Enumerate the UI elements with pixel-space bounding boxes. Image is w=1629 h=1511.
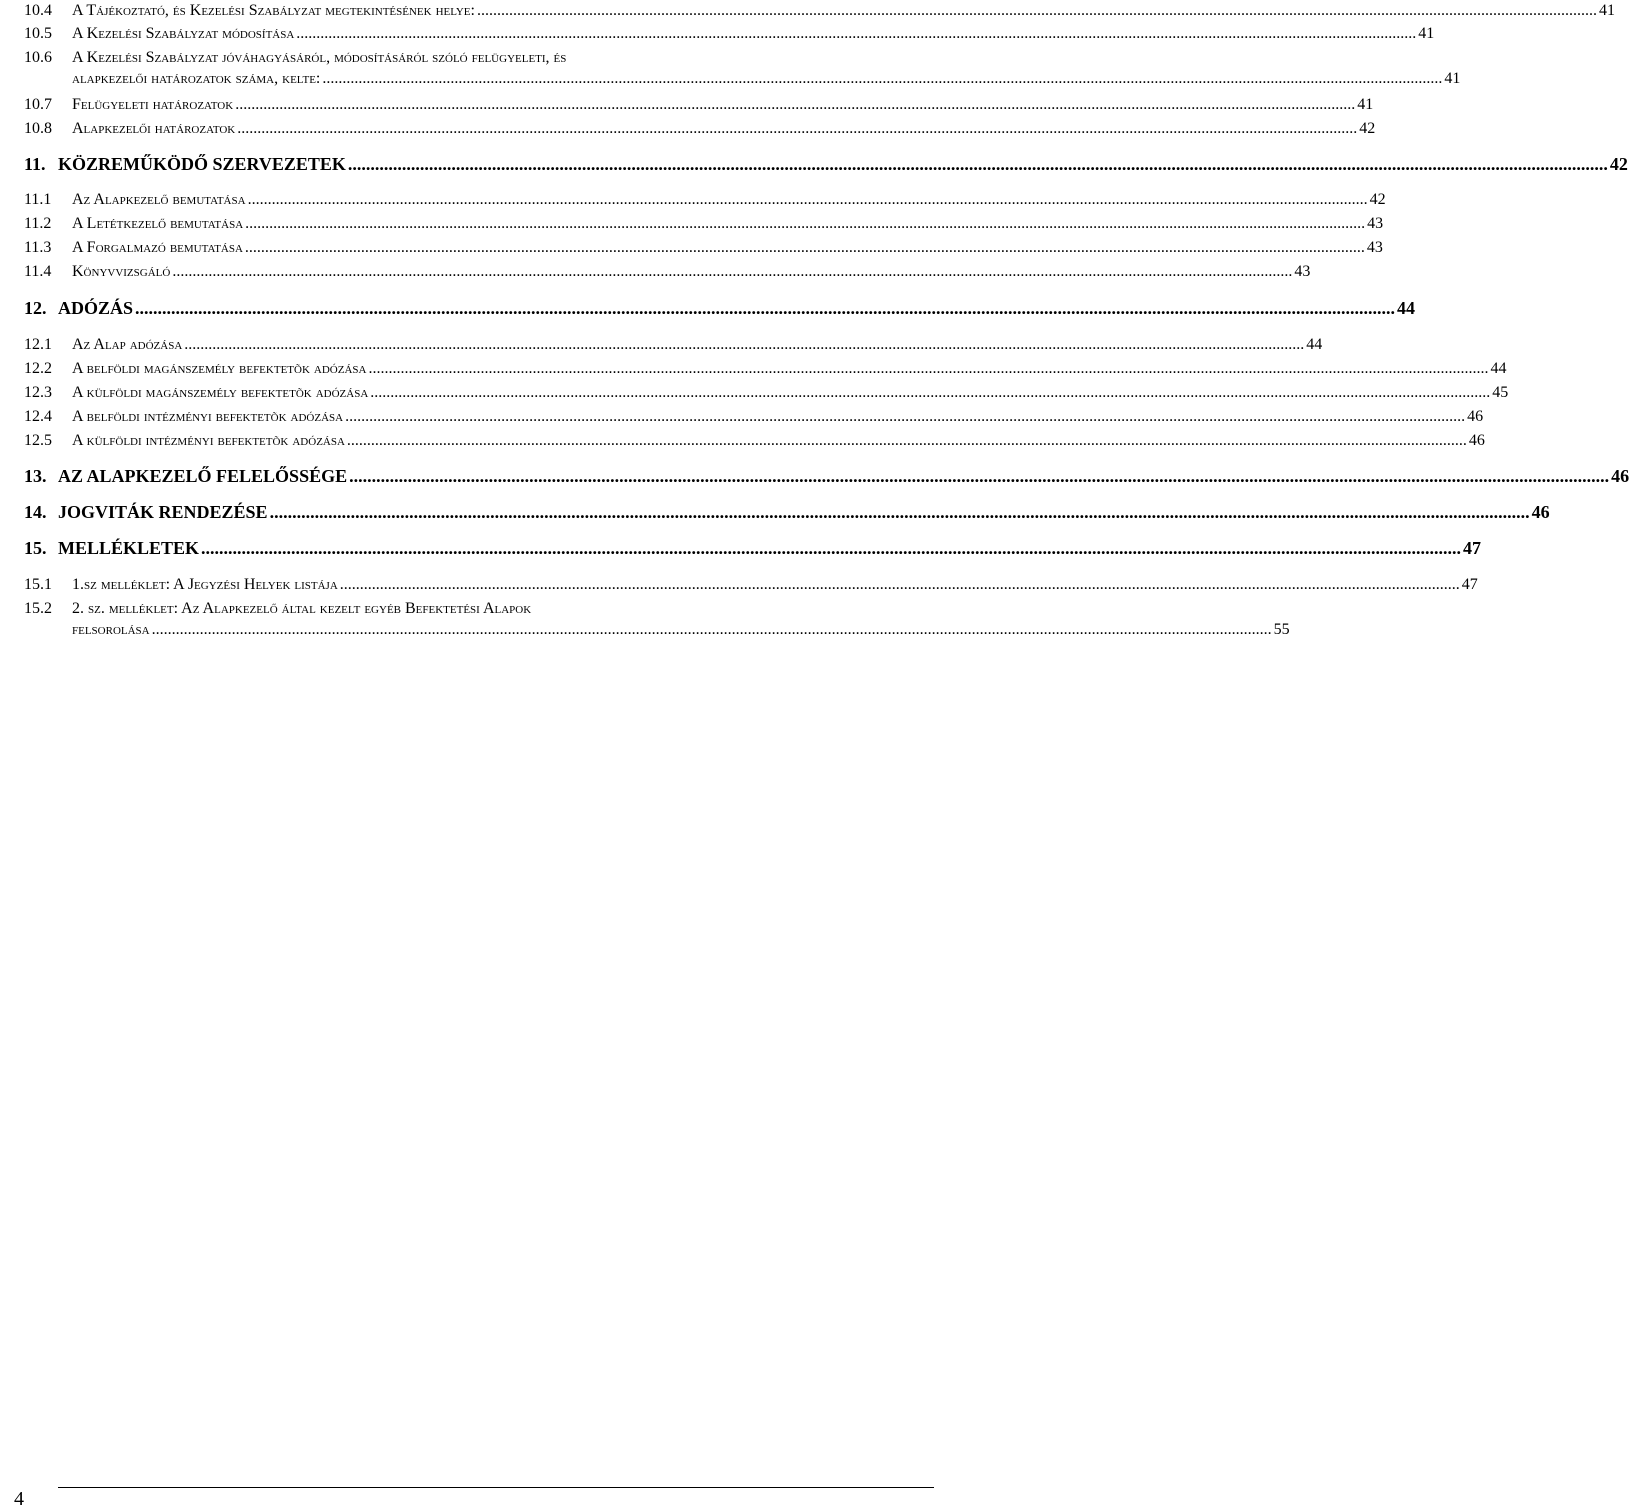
- toc-leader: [235, 96, 1355, 114]
- toc-page: 44: [1306, 336, 1323, 353]
- toc-title: A Kezelési Szabályzat módosítása: [72, 25, 295, 42]
- toc-number: 12.5: [24, 432, 52, 449]
- toc-title: A Kezelési Szabályzat jóváhagyásáról, módosításáról szóló felügyeleti, és: [72, 49, 567, 66]
- toc-page: 41: [1444, 70, 1461, 87]
- toc-entry-14[interactable]: [24, 502, 1550, 523]
- toc-page: 42: [1369, 191, 1386, 208]
- toc-title: A Letétkezelő bemutatása: [72, 215, 244, 232]
- toc-page: 41: [1598, 2, 1615, 19]
- toc-page: 44: [1490, 360, 1507, 377]
- toc-number: 15.1: [24, 576, 52, 593]
- toc-page: 42: [1359, 120, 1376, 137]
- toc-number: 11.2: [24, 215, 52, 232]
- toc-entry-12-2[interactable]: [24, 360, 1507, 378]
- toc-entry-11[interactable]: [24, 154, 1628, 175]
- toc-number: 11.4: [24, 263, 52, 280]
- toc-number: 10.7: [24, 96, 52, 113]
- toc-number: 12.4: [24, 408, 52, 425]
- footer-page-number: 4: [14, 1488, 24, 1510]
- toc-leader: [345, 408, 1465, 426]
- toc-title: A belföldi magánszemély befektetõk adózása: [72, 360, 367, 377]
- toc-leader: [237, 120, 1357, 138]
- toc-leader: [347, 432, 1467, 450]
- toc-number: 12.1: [24, 336, 52, 353]
- toc-title-continuation: felsorolása: [72, 621, 150, 638]
- toc-number: 14.: [24, 502, 47, 522]
- toc-number: 10.8: [24, 120, 52, 137]
- toc-title: A külföldi intézményi befektetõk adózása: [72, 432, 345, 449]
- toc-page: 43: [1367, 215, 1384, 232]
- toc-entry-11-3[interactable]: [24, 239, 1383, 257]
- toc-title: 1.sz melléklet: A Jegyzési Helyek listája: [72, 576, 338, 593]
- toc-number: 13.: [24, 466, 47, 486]
- toc-number: 12.: [24, 298, 47, 318]
- toc-number: 15.: [24, 538, 47, 558]
- toc-page: 42: [1609, 154, 1628, 174]
- toc-page: 46: [1468, 432, 1485, 449]
- toc-title: A belföldi intézményi befektetõk adózása: [72, 408, 344, 425]
- toc-leader: [245, 215, 1365, 233]
- toc-entry-12[interactable]: [24, 298, 1416, 319]
- toc-leader: [172, 263, 1292, 281]
- toc-page: 55: [1273, 621, 1290, 638]
- toc-entry-12-4[interactable]: [24, 408, 1484, 426]
- toc-entry-10-6[interactable]: [24, 49, 1461, 88]
- toc-entry-10-7[interactable]: [24, 96, 1374, 114]
- toc-title: Alapkezelői határozatok: [72, 120, 236, 137]
- toc-title: KÖZREMŰKÖDŐ SZERVEZETEK: [58, 154, 346, 174]
- toc-leader: [248, 191, 1368, 209]
- toc-entry-12-1[interactable]: [24, 336, 1323, 354]
- toc-number: 10.5: [24, 25, 52, 42]
- toc-leader: [477, 2, 1597, 20]
- toc-number: 11.3: [24, 239, 52, 256]
- toc-entry-15-1[interactable]: [24, 576, 1478, 594]
- toc-page: 46: [1531, 502, 1550, 522]
- toc-number: 10.6: [24, 49, 52, 66]
- toc-page: 47: [1463, 538, 1482, 558]
- toc-number: 11.1: [24, 191, 52, 208]
- toc-number: 10.4: [24, 2, 52, 19]
- toc-leader: [349, 466, 1609, 487]
- toc-number: 12.3: [24, 384, 52, 401]
- toc-number: 11.: [24, 154, 46, 174]
- toc-leader: [368, 360, 1488, 378]
- toc-number: 15.2: [24, 600, 52, 617]
- toc-page: 43: [1294, 263, 1311, 280]
- toc-entry-11-1[interactable]: [24, 191, 1386, 209]
- toc-leader: [270, 502, 1530, 523]
- toc-page: 43: [1366, 239, 1383, 256]
- toc-page: 46: [1467, 408, 1484, 425]
- toc-leader: [135, 298, 1395, 319]
- toc-title: MELLÉKLETEK: [58, 538, 200, 558]
- toc-leader: [245, 239, 1365, 257]
- toc-title: Az Alap adózása: [72, 336, 183, 353]
- toc-leader: [348, 154, 1608, 175]
- toc-title: ADÓZÁS: [58, 298, 134, 318]
- toc-leader: [184, 336, 1304, 354]
- toc-leader: [296, 25, 1416, 43]
- toc-entry-12-3[interactable]: [24, 384, 1509, 402]
- toc-leader: [340, 576, 1460, 594]
- toc-leader: [152, 621, 1272, 639]
- toc-page: 41: [1418, 25, 1435, 42]
- toc-page: 46: [1611, 466, 1629, 486]
- toc-page: 45: [1492, 384, 1509, 401]
- toc-title: A külföldi magánszemély befektetõk adózása: [72, 384, 369, 401]
- toc-page: 47: [1461, 576, 1478, 593]
- toc-title: Könyvvizsgáló: [72, 263, 171, 280]
- toc-title: 2. sz. melléklet: Az Alapkezelő által kezelt egyéb Befektetési Alapok: [72, 600, 532, 617]
- toc-title: A Forgalmazó bemutatása: [72, 239, 243, 256]
- toc-title: AZ ALAPKEZELŐ FELELŐSSÉGE: [58, 466, 348, 486]
- toc-title: JOGVITÁK RENDEZÉSE: [58, 502, 268, 522]
- toc-entry-15-2[interactable]: [24, 600, 1290, 639]
- toc-entry-13[interactable]: [24, 466, 1629, 487]
- footer-divider: [58, 1487, 934, 1488]
- toc-title: A Tájékoztató, és Kezelési Szabályzat megtekintésének helye:: [72, 2, 475, 19]
- toc-entry-10-4[interactable]: [24, 2, 1615, 20]
- toc-title-continuation: alapkezelői határozatok száma, kelte:: [72, 70, 321, 87]
- toc-entry-12-5[interactable]: [24, 432, 1485, 450]
- toc-entry-10-5[interactable]: [24, 25, 1435, 43]
- toc-title: Felügyeleti határozatok: [72, 96, 234, 113]
- toc-title: Az Alapkezelő bemutatása: [72, 191, 246, 208]
- toc-leader: [370, 384, 1490, 402]
- toc-page: 44: [1397, 298, 1416, 318]
- toc-entry-15[interactable]: [24, 538, 1482, 559]
- toc-leader: [322, 70, 1442, 88]
- toc-entry-11-4[interactable]: [24, 263, 1311, 281]
- toc-number: 12.2: [24, 360, 52, 377]
- toc-entry-11-2[interactable]: [24, 215, 1384, 233]
- toc-leader: [201, 538, 1461, 559]
- toc-page: 41: [1357, 96, 1374, 113]
- toc-entry-10-8[interactable]: [24, 120, 1376, 138]
